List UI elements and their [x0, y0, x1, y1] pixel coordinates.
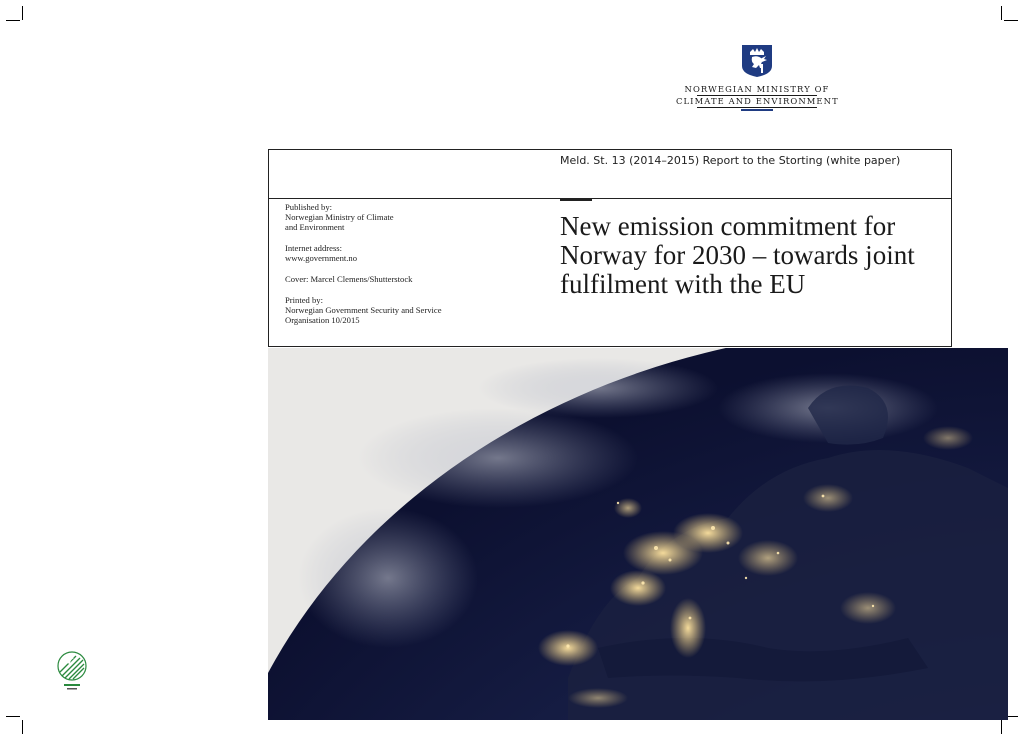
crop-mark — [22, 720, 23, 734]
imprint-value: and Environment — [285, 222, 345, 232]
imprint-value: Norwegian Ministry of Climate — [285, 212, 394, 222]
cover-text-box — [268, 149, 952, 347]
ministry-name-line2: CLIMATE AND ENVIRONMENT — [676, 96, 839, 106]
logo-rule — [697, 107, 817, 108]
imprint-label: Printed by: — [285, 295, 323, 305]
lion-coat-of-arms-icon — [741, 44, 773, 78]
series-label: Meld. St. 13 (2014–2015) Report to the Storting (white paper) — [560, 154, 901, 167]
imprint-label: Internet address: — [285, 243, 343, 253]
imprint-value: www.government.no — [285, 253, 357, 263]
title-line: fulfilment with the EU — [560, 269, 806, 299]
ministry-name-line1: NORWEGIAN MINISTRY OF — [684, 84, 830, 94]
logo-accent-rule — [741, 109, 773, 111]
title-line: Norway for 2030 – towards joint — [560, 240, 915, 270]
title-accent-bar — [560, 198, 592, 201]
nordic-swan-ecolabel-icon — [56, 650, 88, 692]
crop-mark — [6, 716, 20, 717]
imprint-publisher — [285, 202, 535, 232]
imprint-value: Organisation 10/2015 — [285, 315, 360, 325]
imprint — [285, 202, 535, 336]
ministry-logo — [676, 44, 838, 111]
imprint-internet — [285, 243, 535, 263]
crop-mark — [6, 20, 20, 21]
document-title — [560, 212, 950, 299]
cover-photo-earth-at-night — [268, 348, 1008, 720]
crop-mark — [1004, 20, 1018, 21]
imprint-label: Published by: — [285, 202, 333, 212]
imprint-value: Cover: Marcel Clemens/Shutterstock — [285, 274, 413, 284]
header-divider — [269, 198, 951, 199]
crop-mark — [22, 6, 23, 20]
imprint-printer — [285, 295, 535, 325]
imprint-value: Norwegian Government Security and Service — [285, 305, 442, 315]
crop-mark — [1001, 720, 1002, 734]
title-line: New emission commitment for — [560, 211, 896, 241]
crop-mark — [1001, 6, 1002, 20]
imprint-cover-credit — [285, 274, 535, 284]
